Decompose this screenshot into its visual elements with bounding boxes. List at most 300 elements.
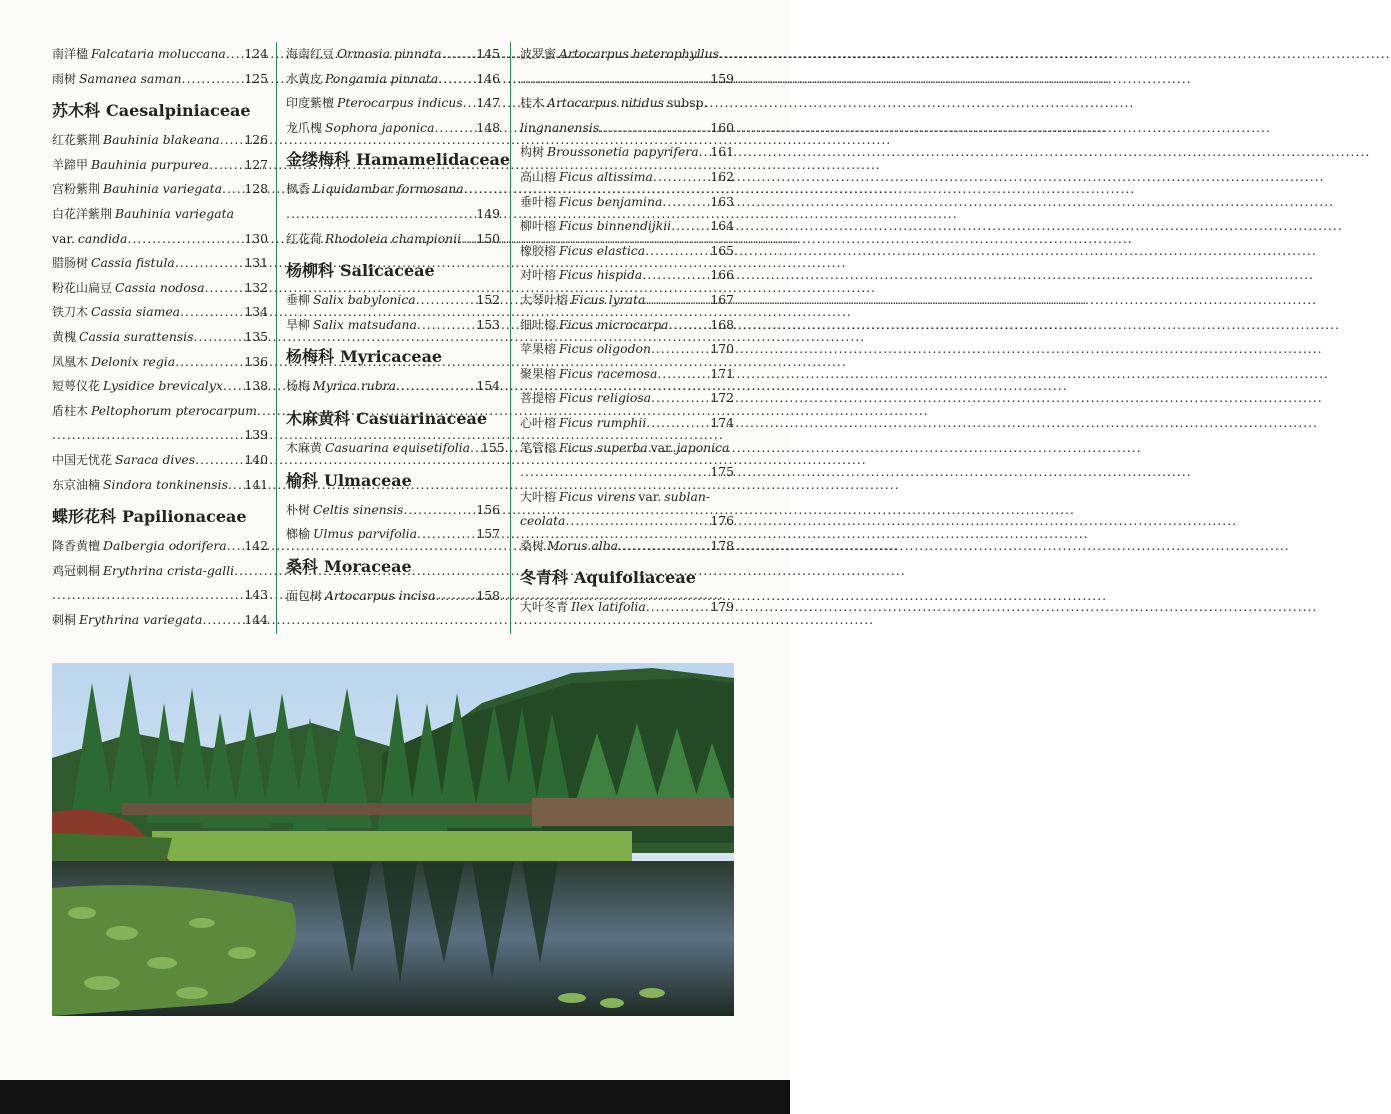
species-chinese-name: 水黄皮 <box>286 71 323 86</box>
species-chinese-name: 波罗蜜 <box>520 47 557 61</box>
infraspecific-name: lingnanensis <box>520 119 600 135</box>
column-divider <box>510 42 511 634</box>
page-number: 139 <box>244 427 268 443</box>
species-chinese-name: 橡胶榕 <box>520 243 557 258</box>
species-latin-name: Myrica rubra <box>313 378 396 394</box>
leader-dots <box>175 251 244 276</box>
family-heading <box>286 408 500 430</box>
species-chinese-name: 海南红豆 <box>286 47 335 61</box>
species-chinese-name: 笔管榕 <box>520 440 557 455</box>
species-chinese-name: 垂叶榕 <box>520 194 557 209</box>
family-chinese-name: 榆科 <box>286 470 319 490</box>
species-latin-name: Ficus microcarpa <box>559 316 669 332</box>
page-number: 144 <box>244 611 268 627</box>
species-chinese-name: 构树 <box>520 145 545 160</box>
page-number: 141 <box>244 476 268 492</box>
leader-dots <box>52 423 243 448</box>
page-number: 128 <box>244 181 268 197</box>
species-chinese-name: 红花荷 <box>286 231 323 246</box>
leader-dots <box>227 534 244 559</box>
species-chinese-name: 刺桐 <box>52 612 77 627</box>
index-entry <box>520 214 734 239</box>
family-chinese-name: 杨梅科 <box>286 347 335 367</box>
index-entry-continuation <box>520 460 734 485</box>
page-number: 124 <box>244 46 268 61</box>
page-number: 142 <box>244 538 268 554</box>
family-heading <box>286 346 500 368</box>
leader-dots <box>719 42 734 67</box>
species-chinese-name: 宫粉紫荆 <box>52 182 101 197</box>
leader-dots <box>657 362 709 387</box>
index-entry <box>286 374 500 399</box>
leader-dots <box>182 67 244 92</box>
leader-dots <box>222 177 243 202</box>
index-entry <box>520 362 734 387</box>
index-entry <box>52 448 268 473</box>
index-entry <box>286 91 500 116</box>
page-number: 157 <box>476 526 500 542</box>
species-chinese-name: 朴树 <box>286 502 311 517</box>
index-entry <box>520 386 734 411</box>
species-latin-name: Ficus rumphii <box>559 414 647 430</box>
leader-dots <box>195 448 243 473</box>
species-latin-name: Ficus religiosa <box>559 390 652 406</box>
species-latin-name: Artocarpus heterophyllus <box>559 46 719 61</box>
index-column-3 <box>520 42 734 636</box>
page-number: 179 <box>710 599 734 615</box>
species-latin-name: Peltophorum pterocarpum <box>91 402 258 418</box>
species-latin-name: Ficus elastica <box>559 242 646 258</box>
species-latin-name: Ficus virens <box>559 488 636 504</box>
species-chinese-name: 南洋楹 <box>52 47 89 61</box>
leader-dots <box>463 91 476 116</box>
species-latin-name: Ulmus parvifolia <box>313 526 418 542</box>
leader-dots <box>202 608 243 633</box>
species-chinese-name: 大琴叶榕 <box>520 292 569 307</box>
species-latin-name: Ilex latifolia <box>571 599 646 615</box>
leader-dots <box>464 177 500 202</box>
species-chinese-name: 枫香 <box>286 182 311 197</box>
rank-marker: var. <box>650 439 674 455</box>
species-latin-name: Rhodoleia championii <box>325 230 462 246</box>
species-chinese-name: 羊蹄甲 <box>52 157 89 172</box>
page-number: 168 <box>710 316 734 332</box>
family-heading <box>286 470 500 492</box>
index-entry <box>52 559 268 584</box>
page-number: 146 <box>476 70 500 86</box>
family-latin-name: Casuarinaceae <box>356 408 488 428</box>
family-chinese-name: 金缕梅科 <box>286 150 351 170</box>
species-chinese-name: 盾柱木 <box>52 403 89 418</box>
species-chinese-name: 大叶冬青 <box>520 600 569 615</box>
family-chinese-name: 桑科 <box>286 556 319 576</box>
index-entry <box>52 374 268 399</box>
species-latin-name: Erythrina variegata <box>79 611 203 627</box>
species-latin-name: Saraca dives <box>115 451 196 467</box>
page-number: 161 <box>710 144 734 160</box>
index-entry <box>520 485 734 510</box>
species-chinese-name: 柳叶榕 <box>520 219 557 234</box>
leader-dots <box>417 522 475 547</box>
family-chinese-name: 蝶形花科 <box>52 507 117 527</box>
index-entry <box>52 534 268 559</box>
page-number: 138 <box>244 378 268 394</box>
species-latin-name: Bauhinia variegata <box>103 181 222 197</box>
species-chinese-name: 黄槐 <box>52 329 77 344</box>
species-latin-name: Ficus hispida <box>559 267 643 283</box>
species-chinese-name: 腊肠树 <box>52 256 89 271</box>
index-entry <box>520 239 734 264</box>
index-entry-continuation <box>520 67 734 92</box>
species-latin-name: Liquidambar formosana <box>313 181 464 197</box>
leader-dots <box>416 288 476 313</box>
species-latin-name: Bauhinia purpurea <box>91 156 210 172</box>
page-number: 134 <box>244 304 268 320</box>
index-entry <box>52 399 268 424</box>
index-entry <box>52 300 268 325</box>
leader-dots <box>520 460 709 485</box>
lake-forest-photo <box>52 663 734 1016</box>
leader-dots <box>417 313 475 338</box>
species-chinese-name: 榔榆 <box>286 527 311 542</box>
family-latin-name: Moraceae <box>324 556 412 576</box>
species-chinese-name: 桑树 <box>520 538 545 553</box>
family-heading <box>286 149 511 171</box>
species-latin-name: Ficus racemosa <box>559 365 658 381</box>
species-chinese-name: 杨梅 <box>286 379 311 394</box>
page-number: 125 <box>244 70 268 86</box>
species-chinese-name: 印度紫檀 <box>286 96 335 111</box>
family-latin-name: Myricaceae <box>340 347 443 367</box>
index-entry <box>286 177 500 202</box>
infraspecific-name: ceolata <box>520 513 566 529</box>
species-latin-name: Morus alba <box>547 537 619 553</box>
species-latin-name: Ormosia pinnata <box>337 46 442 61</box>
species-chinese-name: 短萼仪花 <box>52 379 101 394</box>
index-entry-continuation <box>520 116 734 141</box>
page-number: 140 <box>244 451 268 467</box>
page-number: 149 <box>476 205 500 221</box>
leader-dots <box>257 399 268 424</box>
page-number: 174 <box>710 414 734 430</box>
species-chinese-name: 心叶榕 <box>520 415 557 430</box>
index-entry-continuation <box>520 509 734 534</box>
species-latin-name: Sophora japonica <box>325 119 435 135</box>
species-chinese-name: 高山榕 <box>520 169 557 184</box>
index-entry-continuation <box>52 583 268 608</box>
species-chinese-name: 大叶榕 <box>520 489 557 504</box>
leader-dots <box>194 325 244 350</box>
species-chinese-name: 桂木 <box>520 96 545 111</box>
index-entry <box>520 91 734 116</box>
species-latin-name: Erythrina crista-galli <box>103 562 235 578</box>
leader-dots <box>668 313 709 338</box>
species-chinese-name: 雨树 <box>52 71 77 86</box>
leader-dots <box>228 473 243 498</box>
page-number: 171 <box>710 365 734 381</box>
index-column-1 <box>52 42 268 636</box>
species-latin-name: Ficus oligodon <box>559 341 651 357</box>
page-number: 147 <box>476 95 500 111</box>
page-number: 155 <box>481 439 505 455</box>
leader-dots <box>234 559 268 584</box>
species-chinese-name: 细叶榕 <box>520 317 557 332</box>
family-heading <box>52 100 268 122</box>
species-latin-name: Samanea saman <box>79 70 182 86</box>
leader-dots <box>220 128 244 153</box>
leader-dots <box>435 584 475 609</box>
page-number: 163 <box>710 193 734 209</box>
index-entry <box>520 165 734 190</box>
leader-dots <box>671 214 709 239</box>
index-entry <box>52 608 268 633</box>
index-entry <box>52 153 268 178</box>
leader-dots <box>175 350 243 375</box>
family-heading <box>520 567 734 589</box>
index-entry <box>520 140 734 165</box>
leader-dots <box>565 509 709 534</box>
index-entry <box>520 263 734 288</box>
page-number: 164 <box>710 218 734 234</box>
species-latin-name: Salix babylonica <box>313 292 416 308</box>
leader-dots <box>396 374 475 399</box>
bottom-bar <box>0 1080 790 1114</box>
leader-dots <box>127 227 243 252</box>
page-number: 148 <box>476 119 500 135</box>
family-latin-name: Salicaceae <box>340 261 435 281</box>
leader-dots <box>52 583 243 608</box>
species-chinese-name: 菩提榕 <box>520 391 557 406</box>
index-entry <box>286 227 500 252</box>
leader-dots <box>618 534 709 559</box>
family-heading <box>286 556 500 578</box>
index-entry <box>520 313 734 338</box>
species-chinese-name: 垂柳 <box>286 293 311 308</box>
species-latin-name: Artocarpus nitidus <box>547 95 664 111</box>
page-number: 165 <box>710 242 734 258</box>
infraspecific-name: candida <box>77 230 128 246</box>
species-chinese-name: 龙爪槐 <box>286 120 323 135</box>
page-number: 127 <box>244 156 268 172</box>
leader-dots <box>653 165 709 190</box>
page-number: 136 <box>244 353 268 369</box>
species-latin-name: Ficus altissima <box>559 168 653 184</box>
index-entry <box>286 313 500 338</box>
index-entry <box>286 436 505 461</box>
species-latin-name: Sindora tonkinensis <box>103 476 228 492</box>
index-entry <box>520 595 734 620</box>
species-latin-name: Cassia fistula <box>91 255 175 271</box>
leader-dots <box>642 263 709 288</box>
family-chinese-name: 苏木科 <box>52 101 101 121</box>
index-entry <box>286 67 500 92</box>
leader-dots <box>651 337 709 362</box>
page-number: 132 <box>244 279 268 295</box>
index-entry <box>520 534 734 559</box>
leader-dots <box>599 116 709 141</box>
page-number: 166 <box>710 267 734 283</box>
index-entry <box>520 337 734 362</box>
species-latin-name: Dalbergia odorifera <box>103 538 227 554</box>
species-chinese-name: 旱柳 <box>286 317 311 332</box>
index-entry <box>286 584 500 609</box>
species-latin-name: Cassia nodosa <box>115 279 205 295</box>
page-number: 172 <box>710 390 734 406</box>
species-chinese-name: 降香黄檀 <box>52 539 101 554</box>
leader-dots <box>286 202 475 227</box>
index-entry <box>286 498 500 523</box>
species-latin-name: Bauhinia variegata <box>115 205 234 221</box>
page-number: 150 <box>476 230 500 246</box>
index-entry <box>52 276 268 301</box>
species-chinese-name: 红花紫荆 <box>52 133 101 148</box>
leader-dots <box>403 498 475 523</box>
leader-dots <box>645 239 709 264</box>
leader-dots <box>646 411 709 436</box>
page-number: 170 <box>710 341 734 357</box>
page-number: 162 <box>710 168 734 184</box>
index-entry <box>286 288 500 313</box>
page-number: 178 <box>710 537 734 553</box>
species-latin-name: Broussonetia papyrifera <box>547 144 699 160</box>
species-chinese-name: 聚果榕 <box>520 366 557 381</box>
index-entry <box>286 42 500 67</box>
species-chinese-name: 鸡冠刺桐 <box>52 563 101 578</box>
species-latin-name: Bauhinia blakeana <box>103 132 220 148</box>
index-entry <box>52 473 268 498</box>
species-latin-name: Pongamia pinnata <box>325 70 439 86</box>
species-latin-name: Ficus binnendijkii <box>559 218 672 234</box>
leader-dots <box>461 227 475 252</box>
family-chinese-name: 木麻黄科 <box>286 408 351 428</box>
infraspecific-name: sublan- <box>664 488 711 504</box>
page-number: 126 <box>244 132 268 148</box>
family-latin-name: Ulmaceae <box>324 470 412 490</box>
species-latin-name: Ficus superba <box>559 439 648 455</box>
leader-dots <box>645 288 709 313</box>
rank-marker: var. <box>52 230 75 246</box>
family-heading <box>52 506 268 528</box>
page-number: 153 <box>476 316 500 332</box>
species-chinese-name: 对叶榕 <box>520 268 557 283</box>
page-number: 160 <box>710 119 734 135</box>
species-chinese-name: 中国无忧花 <box>52 452 113 467</box>
leader-dots <box>646 595 710 620</box>
leader-dots <box>442 42 476 67</box>
leader-dots <box>209 153 243 178</box>
page-number: 152 <box>476 292 500 308</box>
species-latin-name: Casuarina equisetifolia <box>325 439 471 455</box>
leader-dots <box>438 67 475 92</box>
page-number: 145 <box>476 46 500 61</box>
index-entry <box>286 116 500 141</box>
page-number: 176 <box>710 513 734 529</box>
infraspecific-name: japonica <box>676 439 730 455</box>
page-number: 167 <box>710 291 734 307</box>
species-chinese-name: 苹果榕 <box>520 342 557 357</box>
species-chinese-name: 白花洋紫荆 <box>52 206 113 221</box>
species-chinese-name: 凤凰木 <box>52 354 89 369</box>
index-entry <box>52 202 268 227</box>
family-chinese-name: 杨柳科 <box>286 261 335 281</box>
species-latin-name: Delonix regia <box>91 353 176 369</box>
index-entry <box>52 350 268 375</box>
species-chinese-name: 面包树 <box>286 588 323 603</box>
index-entry-continuation <box>52 227 268 252</box>
index-entry <box>520 288 734 313</box>
leader-dots <box>223 374 243 399</box>
index-entry <box>520 190 734 215</box>
species-chinese-name: 东京油楠 <box>52 477 101 492</box>
family-latin-name: Aquifoliaceae <box>574 568 696 588</box>
leader-dots <box>699 140 710 165</box>
index-entry <box>286 522 500 547</box>
index-entry <box>52 42 268 67</box>
index-entry <box>52 128 268 153</box>
page-number: 131 <box>244 255 268 271</box>
page-number: 143 <box>244 587 268 603</box>
species-latin-name: Pterocarpus indicus <box>337 95 463 111</box>
species-chinese-name: 铁刀木 <box>52 305 89 320</box>
page-number: 159 <box>710 70 734 86</box>
page-number: 154 <box>476 378 500 394</box>
column-divider <box>276 42 277 634</box>
family-latin-name: Papilionaceae <box>122 507 247 527</box>
index-entry <box>520 411 734 436</box>
species-latin-name: Artocarpus incisa <box>325 587 436 603</box>
species-latin-name: Falcataria moluccana <box>91 46 226 61</box>
family-chinese-name: 冬青科 <box>520 568 569 588</box>
leader-dots <box>520 67 709 92</box>
species-latin-name: Ficus benjamina <box>559 193 663 209</box>
family-heading <box>286 260 500 282</box>
index-entry <box>52 177 268 202</box>
index-column-2 <box>286 42 511 636</box>
leader-dots <box>226 42 244 67</box>
leader-dots <box>651 386 709 411</box>
page-number: 158 <box>476 587 500 603</box>
page-number: 175 <box>710 464 734 480</box>
index-entry <box>52 325 268 350</box>
leader-dots <box>470 436 480 461</box>
family-latin-name: Caesalpiniaceae <box>106 101 251 121</box>
leader-dots <box>434 116 475 141</box>
species-latin-name: Cassia siamea <box>91 304 181 320</box>
species-latin-name: Celtis sinensis <box>313 501 404 517</box>
leader-dots <box>204 276 243 301</box>
page-number: 130 <box>244 230 268 246</box>
species-chinese-name: 粉花山扁豆 <box>52 280 113 295</box>
index-entry-continuation <box>286 202 500 227</box>
page-number: 135 <box>244 328 268 344</box>
rank-marker: subsp. <box>666 95 708 111</box>
index-entry <box>52 67 268 92</box>
species-latin-name: Ficus lyrata <box>571 291 646 307</box>
species-chinese-name: 木麻黄 <box>286 440 323 455</box>
index-entry <box>520 436 734 461</box>
species-latin-name: Lysidice brevicalyx <box>103 378 223 394</box>
index-entry-continuation <box>52 423 268 448</box>
rank-marker: var. <box>638 488 662 504</box>
page-number: 156 <box>476 501 500 517</box>
leader-dots <box>180 300 243 325</box>
species-latin-name: Cassia surattensis <box>79 328 194 344</box>
leader-dots <box>662 190 709 215</box>
family-latin-name: Hamamelidaceae <box>356 150 511 170</box>
index-entry <box>52 251 268 276</box>
species-latin-name: Salix matsudana <box>313 316 417 332</box>
index-entry <box>520 42 734 67</box>
